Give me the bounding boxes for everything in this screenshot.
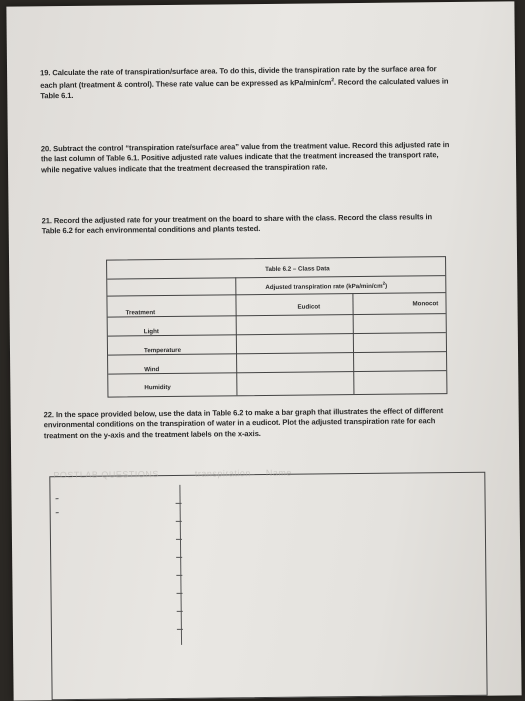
table-row-label: Wind xyxy=(144,366,160,374)
question-19-text-end: . Record the calculated values in Table 6.1. xyxy=(40,76,449,101)
question-21-text: 21. Record the adjusted rate for your treatment on the board to share with the class. Record the class results in Table 6.2 for each environmental conditions and plants tested. xyxy=(41,212,433,236)
table-header-eudicot: Eudicot xyxy=(297,303,321,311)
question-19 xyxy=(40,64,450,102)
question-20-text-1: 20. Subtract the control “transpiration rate/surface area” value from the treatment value. Record this adjusted rate in the last column of Table 6.1. Positive adjusted rate values indicate that the treatment xyxy=(40,140,450,164)
question-22-text: 22. In the space provided below, use the data in Table 6.2 to make a bar graph that illustrates the effect of different environmental conditions on the transpiration of water in a eudicot. Plot the adjusted transpiration rate for each treatment on the y-axis and the treatment labels on the x-axis. xyxy=(43,406,444,441)
axis-tick xyxy=(177,611,183,612)
table-title: Table 6.2 – Class Data xyxy=(265,265,330,273)
question-19-sup: 2 xyxy=(331,77,335,84)
axis-tick xyxy=(176,503,182,504)
axis-tick xyxy=(176,521,182,522)
table-row-label: Temperature xyxy=(143,346,182,355)
table-row-label: Humidity xyxy=(144,383,171,392)
axis-tick xyxy=(176,575,182,576)
table-header-monocot: Monocot xyxy=(412,300,439,308)
pencil-mark xyxy=(56,498,59,499)
question-20-emphasis-increased: increased xyxy=(338,151,374,161)
table-row-label: Light xyxy=(143,328,159,336)
question-20-text-3: the transpiration rate. xyxy=(249,162,328,172)
axis-tick xyxy=(177,593,183,594)
question-20 xyxy=(41,140,451,176)
graph-space xyxy=(49,472,487,701)
question-22 xyxy=(44,406,454,442)
class-data-table xyxy=(106,256,447,398)
question-20-emphasis-decreased: decreased xyxy=(212,162,250,173)
worksheet-page xyxy=(6,1,521,700)
axis-tick xyxy=(177,629,183,630)
bleed-through-text: POSTLAB QUESTIONS transpiration Name xyxy=(53,467,292,481)
axis-tick xyxy=(176,557,182,558)
pencil-mark xyxy=(56,512,59,513)
table-span-header: Adjusted transpiration rate $(kPa/\min/cm^2)$ xyxy=(265,280,388,292)
axis-tick xyxy=(176,539,182,540)
question-20-text-2: the transport rate, while negative values indicate that the treatment xyxy=(41,150,439,175)
table-header-treatment: Treatment xyxy=(125,309,156,317)
question-19-text: 19. Calculate the rate of transpiration/surface area. To do this, divide the transpiration rate by the surface area for each plant (treatment & control). These rate value can be expressed as kPa/min/cm xyxy=(40,64,437,91)
question-21 xyxy=(42,212,452,237)
